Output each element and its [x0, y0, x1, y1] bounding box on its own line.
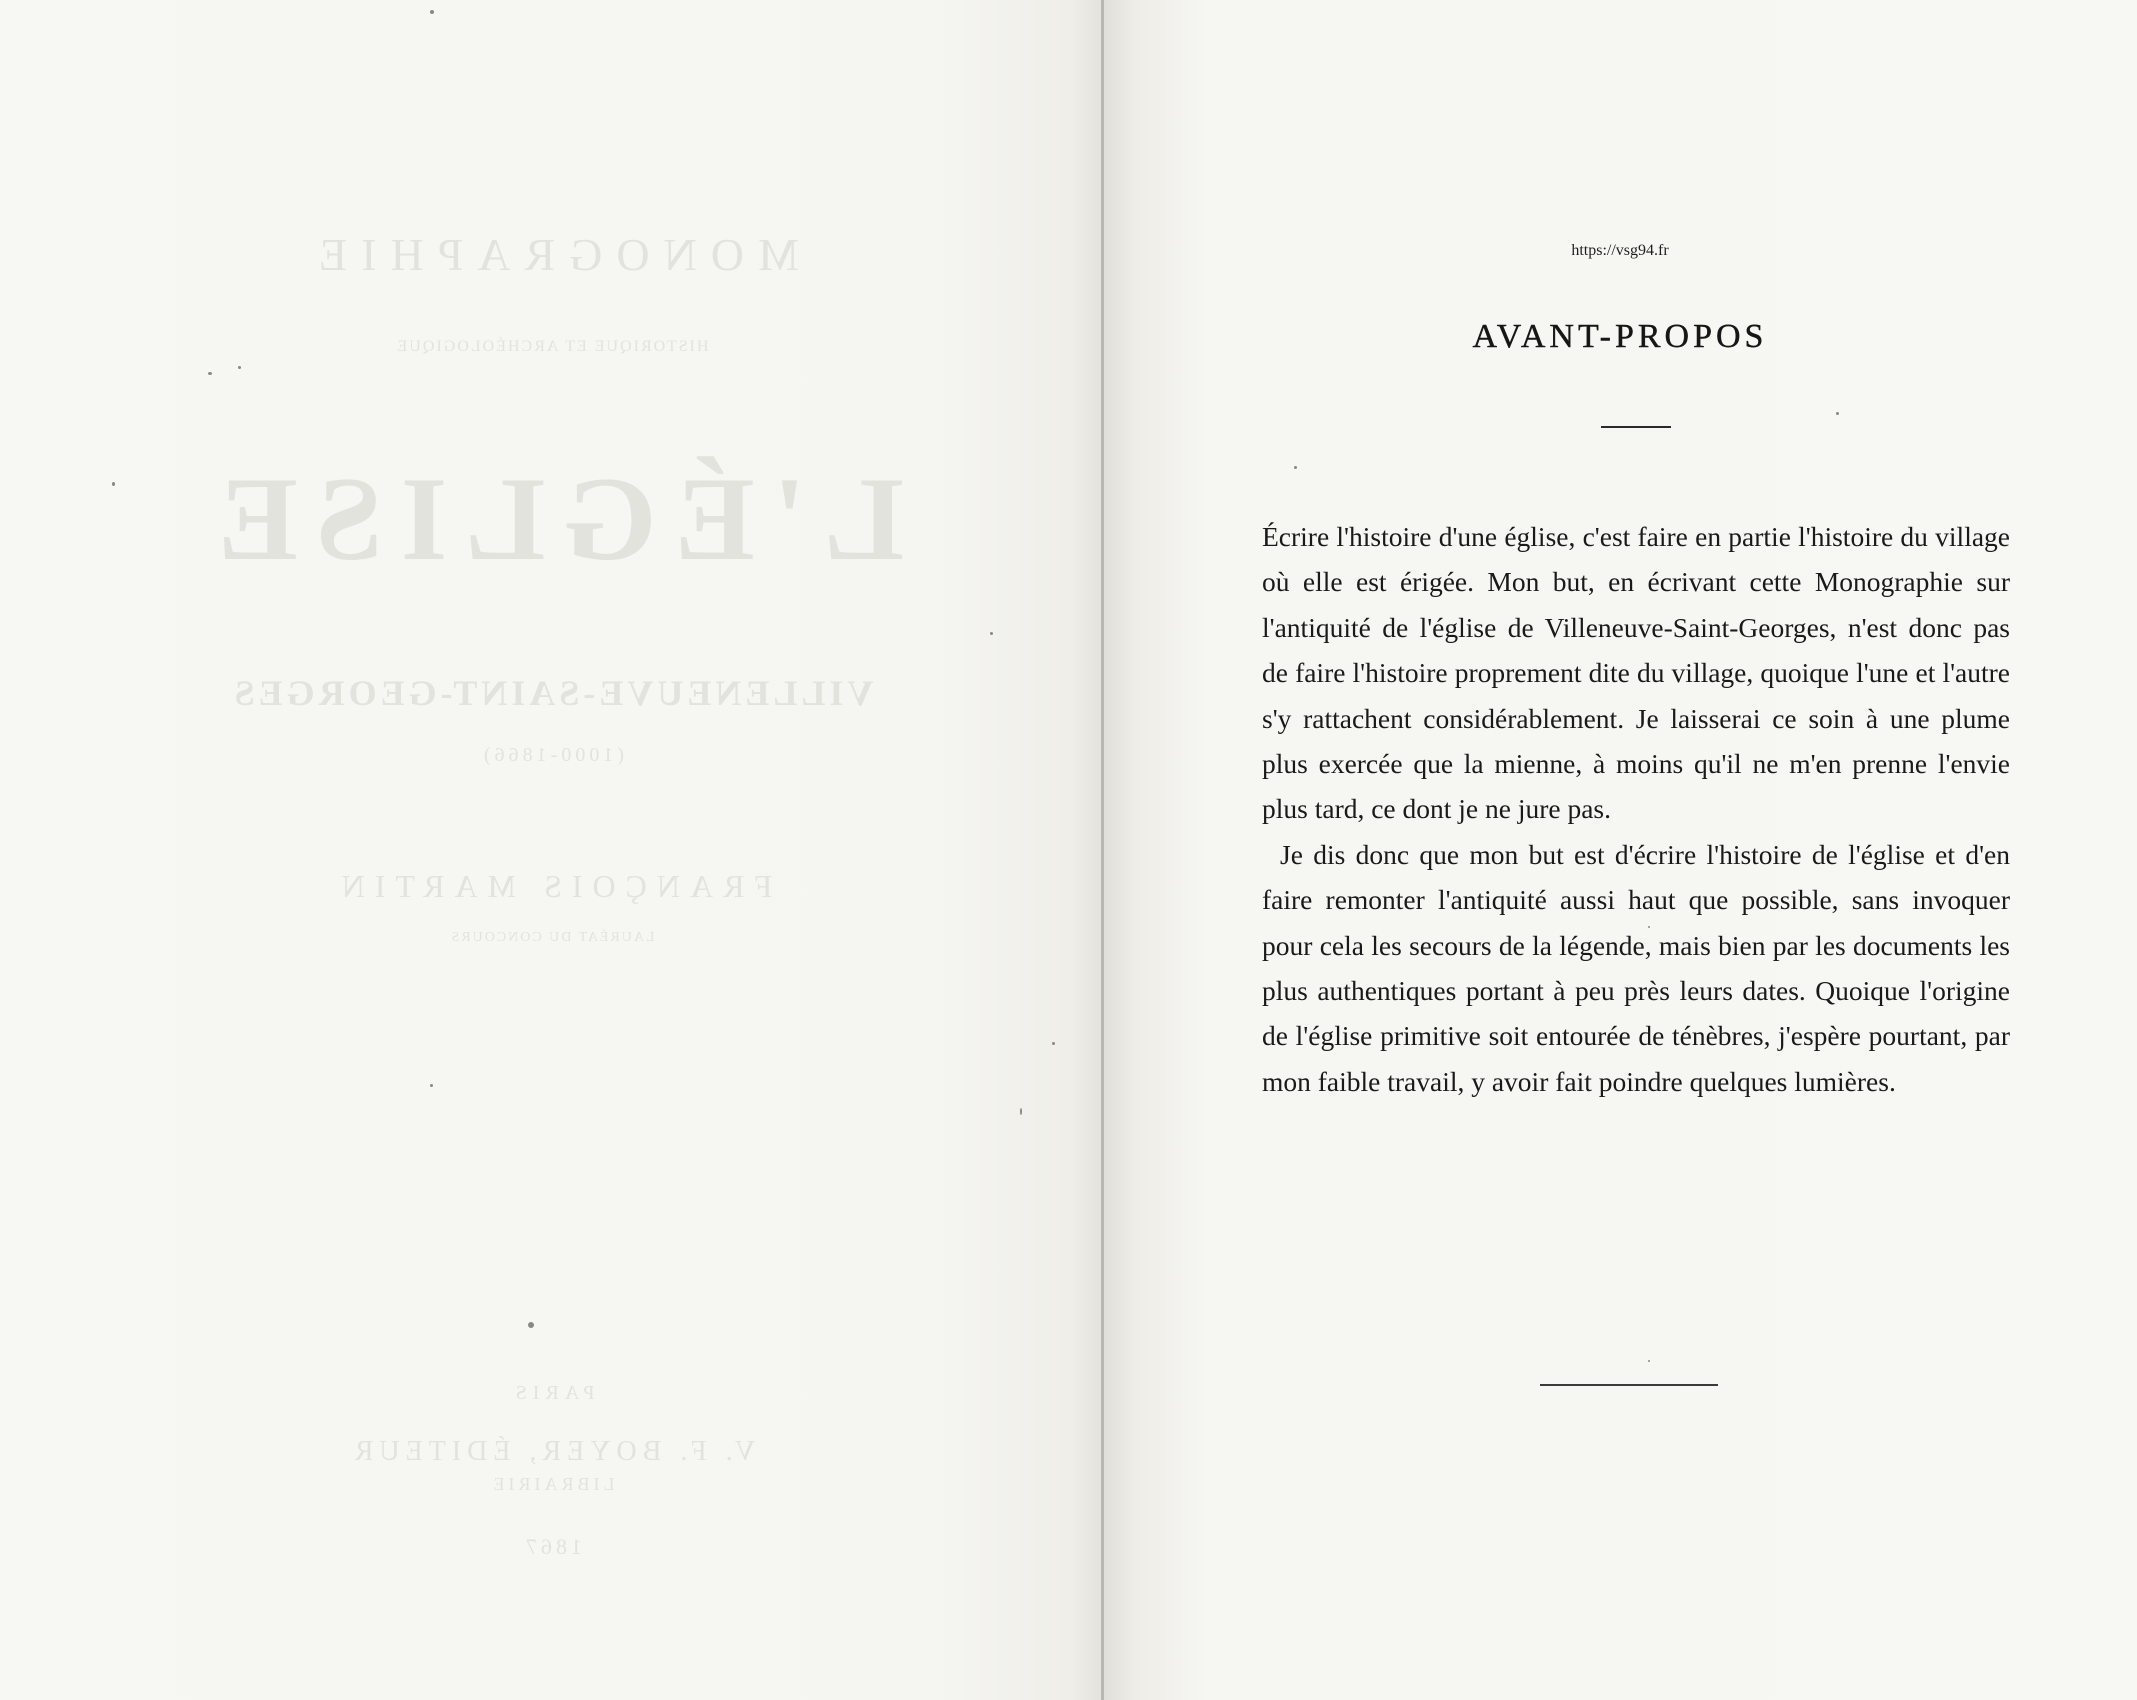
closing-rule [1540, 1384, 1718, 1386]
show-through-publisher: V. F. BOYER, ÉDITEUR [348, 1436, 756, 1467]
show-through-publisher-line: LIBRAIRIE [489, 1474, 615, 1494]
show-through-dates: (1000-1866) [480, 744, 624, 766]
paper-speck [1294, 466, 1297, 469]
paper-speck [1052, 1042, 1055, 1045]
paper-speck [1648, 1360, 1650, 1362]
paper-speck [208, 372, 212, 375]
paper-speck [1020, 1108, 1022, 1115]
show-through-main-title: L'ÉGLISE [199, 452, 905, 585]
show-through-author-note: LAURÉAT DU CONCOURS [449, 930, 655, 945]
body-text [1262, 514, 2010, 1104]
paper-speck [430, 1084, 433, 1087]
paper-speck [990, 632, 993, 635]
heading-rule [1601, 426, 1671, 428]
paper-speck [528, 1322, 534, 1328]
show-through-place: VILLENEUVE-SAINT-GEORGES [230, 673, 874, 713]
show-through-year: 1867 [522, 1534, 582, 1559]
paper-speck [1836, 412, 1839, 415]
show-through-city: PARIS [509, 1382, 595, 1404]
paper-speck [238, 366, 241, 369]
paragraph: Je dis donc que mon but est d'écrire l'histoire de l'église et d'en faire remonter l'antiquité aussi haut que possible, sans invoquer pour cela les secours de la légende, mais bien par les documents les plus authentiques portant à peu près leurs dates. Quoique l'origine de l'église primitive soit entourée de ténèbres, j'espère pourtant, par mon faible travail, y avoir fait poindre quelques lumières. [1262, 838, 2010, 1097]
page-heading: AVANT-PROPOS [1472, 318, 1768, 355]
paper-speck [112, 482, 115, 486]
paper-speck [430, 10, 434, 14]
paragraph: Écrire l'histoire d'une église, c'est faire en partie l'histoire du village où elle est érigée. Mon but, en écrivant cette Monographie sur l'antiquité de l'église de Villeneuve-Saint-Georges, n'est donc pas de faire l'histoire proprement dite du village, quoique l'une et l'autre s'y rattachent considérablement. Je laisserai ce soin à une plume plus exercée que la mienne, à moins qu'il ne m'en prenne l'envie plus tard, ce dont je ne jure pas. [1262, 521, 2010, 825]
show-through-title: MONOGRAPHIE [305, 229, 799, 280]
show-through-subtitle: HISTORIQUE ET ARCHÉOLOGIQUE [395, 338, 709, 355]
show-through-author: FRANÇOIS MARTIN [331, 868, 773, 904]
source-url: https://vsg94.fr [1571, 242, 1669, 259]
